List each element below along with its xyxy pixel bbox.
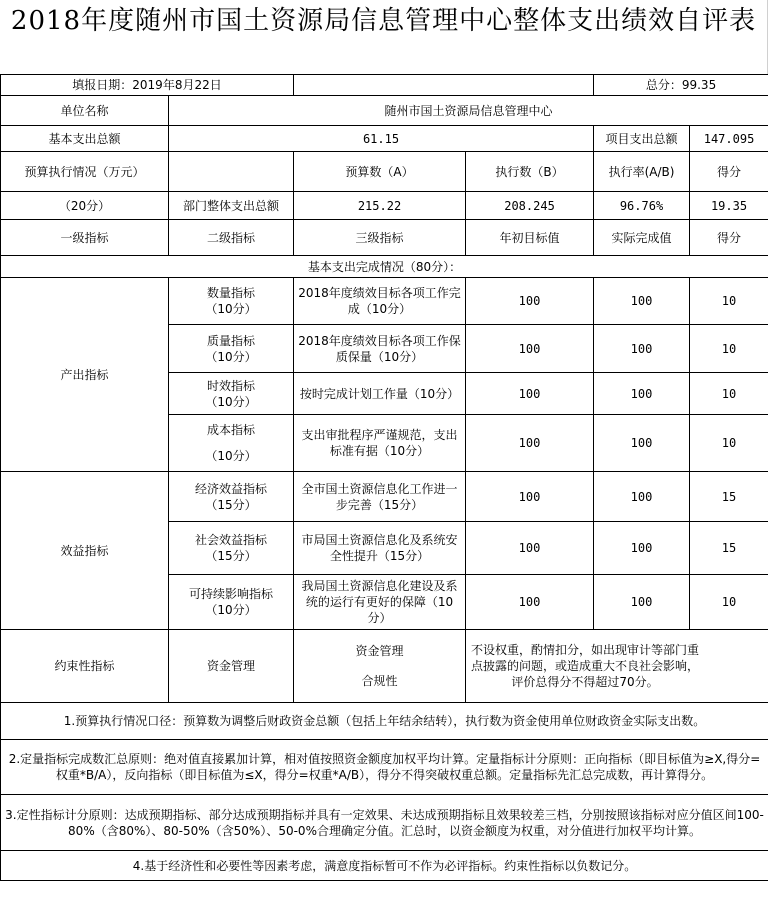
actual-cell: 100 bbox=[594, 472, 690, 522]
total-score: 总分：99.35 bbox=[594, 75, 768, 96]
header-l3: 三级指标 bbox=[294, 220, 466, 256]
actual-cell: 100 bbox=[594, 373, 690, 415]
constraint-l2: 资金管理 bbox=[169, 630, 294, 703]
constraint-row bbox=[1, 630, 768, 703]
header-target: 年初目标值 bbox=[466, 220, 594, 256]
actual-cell: 100 bbox=[594, 522, 690, 575]
l2-cell: 社会效益指标 （15分） bbox=[169, 522, 294, 575]
actual-cell: 100 bbox=[594, 575, 690, 630]
target-cell: 100 bbox=[466, 472, 594, 522]
score-cell: 10 bbox=[690, 575, 768, 630]
score-cell: 10 bbox=[690, 373, 768, 415]
constraint-note: 不设权重，酌情扣分，如出现审计等部门重点披露的问题，或造成重大不良社会影响，评价总得分不得超过70分。 bbox=[466, 630, 768, 703]
l2-cell: 质量指标 （10分） bbox=[169, 325, 294, 373]
header-l2: 二级指标 bbox=[169, 220, 294, 256]
target-cell: 100 bbox=[466, 325, 594, 373]
note-3: 3.定性指标计分原则：达成预期指标、部分达成预期指标并具有一定效果、未达成预期指标且效果较差三档，分别按照该指标对应分值区间100-80%（含80%）、80-50%（含50%）、50-0%合理确定分值。汇总时，以资金额度为权重，对分值进行加权平均计算。 bbox=[1, 795, 768, 851]
col-exec: 执行数（B） bbox=[466, 152, 594, 192]
table-row bbox=[1, 472, 768, 522]
budget-points: （20分） bbox=[1, 192, 169, 220]
l3-cell: 2018年度绩效目标各项工作完成（10分） bbox=[294, 278, 466, 325]
table-row bbox=[1, 278, 768, 325]
note-row bbox=[1, 851, 768, 881]
budget-row-label: 部门整体支出总额 bbox=[169, 192, 294, 220]
note-row bbox=[1, 795, 768, 851]
page-title: 2018年度随州市国土资源局信息管理中心整体支出绩效自评表 bbox=[0, 0, 768, 74]
target-cell: 100 bbox=[466, 373, 594, 415]
l3-cell: 全市国土资源信息化工作进一步完善（15分） bbox=[294, 472, 466, 522]
note-4: 4.基于经济性和必要性等因素考虑，满意度指标暂可不作为必评指标。约束性指标以负数记分。 bbox=[1, 851, 768, 881]
benefit-label: 效益指标 bbox=[1, 472, 169, 630]
exec-amount: 208.245 bbox=[466, 192, 594, 220]
unit-label: 单位名称 bbox=[1, 96, 169, 126]
output-label: 产出指标 bbox=[1, 278, 169, 472]
note-1: 1.预算执行情况口径：预算数为调整后财政资金总额（包括上年结余结转），执行数为资金使用单位财政资金实际支出数。 bbox=[1, 703, 768, 740]
l2-cell: 时效指标 （10分） bbox=[169, 373, 294, 415]
l3-cell: 支出审批程序严谨规范，支出标准有据（10分） bbox=[294, 415, 466, 472]
budget-score: 19.35 bbox=[690, 192, 768, 220]
unit-row bbox=[1, 96, 768, 126]
basic-row bbox=[1, 126, 768, 152]
target-cell: 100 bbox=[466, 415, 594, 472]
score-cell: 10 bbox=[690, 278, 768, 325]
header-l1: 一级指标 bbox=[1, 220, 169, 256]
header-actual: 实际完成值 bbox=[594, 220, 690, 256]
col-budget: 预算数（A） bbox=[294, 152, 466, 192]
project-value: 147.095 bbox=[690, 126, 768, 152]
basic-value: 61.15 bbox=[169, 126, 594, 152]
section-row bbox=[1, 256, 768, 278]
basic-label: 基本支出总额 bbox=[1, 126, 169, 152]
note-2: 2.定量指标完成数汇总原则：绝对值直接累加计算，相对值按照资金额度加权平均计算。定量指标计分原则：正向指标（即目标值为≥X,得分=权重*B/A），反向指标（即目标值为≤X，得分=权重*A/B），得分不得突破权重总额。定量指标先汇总完成数，再计算得分。 bbox=[1, 740, 768, 795]
budget-value-row bbox=[1, 192, 768, 220]
score-cell: 10 bbox=[690, 325, 768, 373]
l2-cell: 经济效益指标 （15分） bbox=[169, 472, 294, 522]
target-cell: 100 bbox=[466, 522, 594, 575]
constraint-l3: 资金管理 合规性 bbox=[294, 630, 466, 703]
target-cell: 100 bbox=[466, 575, 594, 630]
evaluation-table bbox=[0, 74, 768, 881]
actual-cell: 100 bbox=[594, 325, 690, 373]
fill-date: 填报日期：2019年8月22日 bbox=[1, 75, 294, 96]
header-info-row bbox=[1, 75, 768, 96]
col-rate: 执行率(A/B) bbox=[594, 152, 690, 192]
header-score: 得分 bbox=[690, 220, 768, 256]
actual-cell: 100 bbox=[594, 278, 690, 325]
l3-cell: 2018年度绩效目标各项工作保质保量（10分） bbox=[294, 325, 466, 373]
score-cell: 15 bbox=[690, 472, 768, 522]
budget-amount: 215.22 bbox=[294, 192, 466, 220]
budget-header-row bbox=[1, 152, 768, 192]
l2-cell: 数量指标 （10分） bbox=[169, 278, 294, 325]
note-row bbox=[1, 740, 768, 795]
budget-label: 预算执行情况（万元） bbox=[1, 152, 169, 192]
note-row bbox=[1, 703, 768, 740]
unit-value: 随州市国土资源局信息管理中心 bbox=[169, 96, 768, 126]
constraint-label: 约束性指标 bbox=[1, 630, 169, 703]
l2-cell: 可持续影响指标 （10分） bbox=[169, 575, 294, 630]
project-label: 项目支出总额 bbox=[594, 126, 690, 152]
l3-cell: 市局国土资源信息化及系统安全性提升（15分） bbox=[294, 522, 466, 575]
actual-cell: 100 bbox=[594, 415, 690, 472]
l2-cell: 成本指标 （10分） bbox=[169, 415, 294, 472]
indicator-header-row bbox=[1, 220, 768, 256]
l3-cell: 按时完成计划工作量（10分） bbox=[294, 373, 466, 415]
section-label: 基本支出完成情况（80分）： bbox=[1, 256, 768, 278]
exec-rate: 96.76% bbox=[594, 192, 690, 220]
score-cell: 10 bbox=[690, 415, 768, 472]
target-cell: 100 bbox=[466, 278, 594, 325]
col-score: 得分 bbox=[690, 152, 768, 192]
score-cell: 15 bbox=[690, 522, 768, 575]
l3-cell: 我局国土资源信息化建设及系统的运行有更好的保障（10分） bbox=[294, 575, 466, 630]
